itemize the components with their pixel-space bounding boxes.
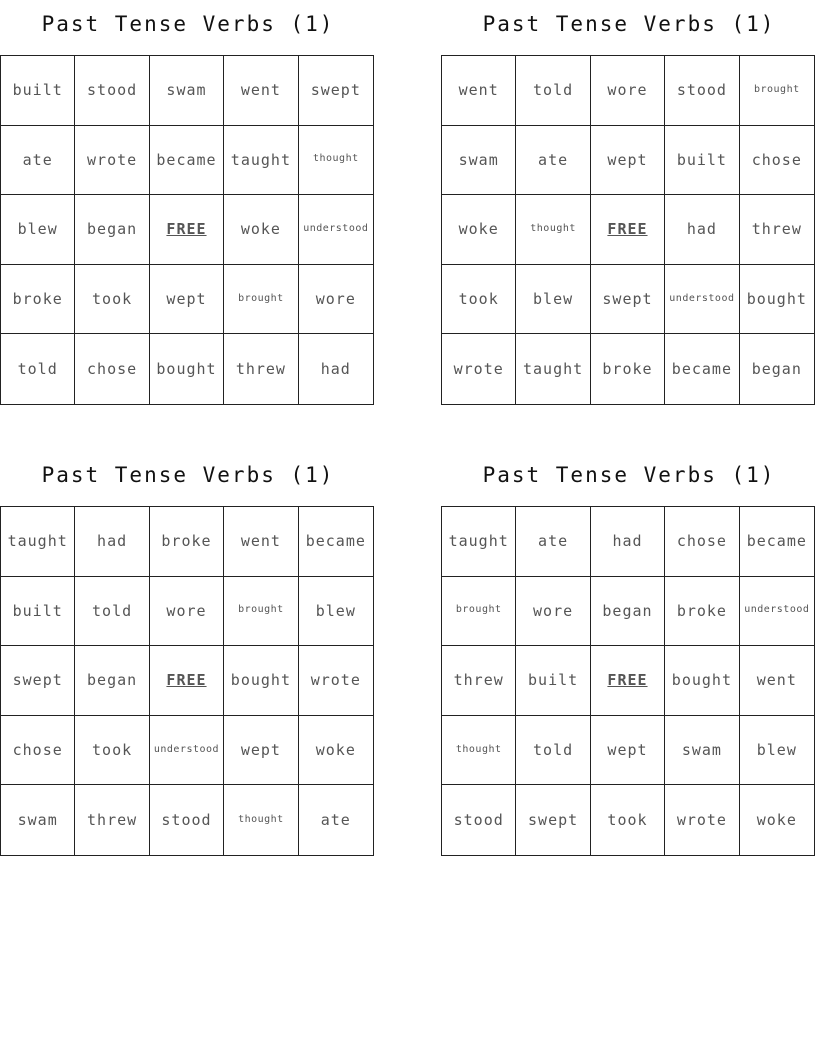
bingo-cell: became xyxy=(299,507,373,577)
bingo-cell: understood xyxy=(150,716,224,786)
bingo-cell: stood xyxy=(665,56,739,126)
bingo-cell: thought xyxy=(516,195,590,265)
bingo-cell: thought xyxy=(224,785,298,855)
free-space-cell: FREE xyxy=(591,195,665,265)
bingo-cell: wept xyxy=(150,265,224,335)
bingo-cell: taught xyxy=(442,507,516,577)
card-title: Past Tense Verbs (1) xyxy=(482,12,776,36)
bingo-cell: swept xyxy=(516,785,590,855)
bingo-cell: began xyxy=(591,577,665,647)
bingo-grid xyxy=(441,55,815,405)
bingo-cell: went xyxy=(224,507,298,577)
bingo-cell: went xyxy=(224,56,298,126)
bingo-cell: began xyxy=(751,360,802,379)
bingo-grid xyxy=(0,55,374,405)
bingo-cell: swam xyxy=(150,56,224,126)
bingo-cell: ate xyxy=(1,126,75,196)
bingo-cell: became xyxy=(740,507,814,577)
free-space-cell: FREE xyxy=(150,646,224,716)
bingo-cell: chose xyxy=(1,716,75,786)
bingo-cell: stood xyxy=(75,56,149,126)
bingo-cell: took xyxy=(75,716,149,786)
bingo-cell: wrote xyxy=(665,785,739,855)
bingo-cell: told xyxy=(1,334,75,404)
bingo-cell: swam xyxy=(665,716,739,786)
bingo-cell: wore xyxy=(591,56,665,126)
bingo-cell: understood xyxy=(740,577,814,647)
bingo-cell: swam xyxy=(442,126,516,196)
bingo-cell: threw xyxy=(442,646,516,716)
free-space-cell: FREE xyxy=(591,646,665,716)
bingo-cell: began xyxy=(75,646,149,716)
bingo-cell: wrote xyxy=(299,646,373,716)
bingo-cell: bought xyxy=(665,646,739,716)
bingo-cell: went xyxy=(442,56,516,126)
bingo-cell: brought xyxy=(224,577,298,647)
bingo-cell: bought xyxy=(224,646,298,716)
bingo-cell: swept xyxy=(1,646,75,716)
bingo-cell: thought xyxy=(299,126,373,196)
bingo-cell: brought xyxy=(740,56,814,126)
bingo-cell: taught xyxy=(516,334,590,404)
bingo-cell: swam xyxy=(1,785,75,855)
card-title: Past Tense Verbs (1) xyxy=(41,463,335,487)
bingo-cell: told xyxy=(516,56,590,126)
bingo-cell: broke xyxy=(591,334,665,404)
bingo-cell: brought xyxy=(442,577,516,647)
bingo-cell: took xyxy=(75,265,149,335)
bingo-cell: became xyxy=(665,334,739,404)
bingo-cell: ate xyxy=(320,811,351,830)
bingo-grid xyxy=(441,506,815,856)
bingo-cell: brought xyxy=(224,265,298,335)
bingo-cell: stood xyxy=(442,785,516,855)
bingo-cell: bought xyxy=(150,334,224,404)
bingo-cell: woke xyxy=(224,195,298,265)
bingo-cell: wore xyxy=(299,265,373,335)
bingo-cell: blew xyxy=(516,265,590,335)
bingo-cell: wept xyxy=(591,716,665,786)
bingo-cell: became xyxy=(150,126,224,196)
bingo-cell: broke xyxy=(1,265,75,335)
bingo-grid xyxy=(0,506,374,856)
bingo-cell: had xyxy=(75,507,149,577)
bingo-cell: went xyxy=(740,646,814,716)
bingo-cell: took xyxy=(442,265,516,335)
bingo-cell: told xyxy=(516,716,590,786)
bingo-cell: wrote xyxy=(75,126,149,196)
bingo-cell: wept xyxy=(224,716,298,786)
bingo-cell: threw xyxy=(224,334,298,404)
bingo-cell: took xyxy=(591,785,665,855)
bingo-cell: swept xyxy=(591,265,665,335)
bingo-cell: threw xyxy=(740,195,814,265)
bingo-cell: built xyxy=(516,646,590,716)
bingo-cell: wrote xyxy=(442,334,516,404)
bingo-cell: began xyxy=(75,195,149,265)
bingo-cell: had xyxy=(591,507,665,577)
free-space-cell: FREE xyxy=(150,195,224,265)
bingo-cell: chose xyxy=(665,507,739,577)
bingo-cell: understood xyxy=(665,265,739,335)
bingo-cell: ate xyxy=(516,126,590,196)
bingo-cell: swept xyxy=(299,56,373,126)
bingo-cell: woke xyxy=(442,195,516,265)
bingo-cell: understood xyxy=(299,195,373,265)
bingo-cell: built xyxy=(1,577,75,647)
bingo-cell: thought xyxy=(442,716,516,786)
bingo-cell: wept xyxy=(591,126,665,196)
bingo-cell: threw xyxy=(75,785,149,855)
bingo-cell: built xyxy=(1,56,75,126)
bingo-cell: blew xyxy=(740,716,814,786)
bingo-cell: built xyxy=(665,126,739,196)
bingo-cell: bought xyxy=(740,265,814,335)
bingo-cell: taught xyxy=(1,507,75,577)
bingo-cell: chose xyxy=(740,126,814,196)
bingo-cell: had xyxy=(665,195,739,265)
bingo-cell: wore xyxy=(150,577,224,647)
bingo-cell: ate xyxy=(516,507,590,577)
bingo-cell: blew xyxy=(1,195,75,265)
bingo-cell: had xyxy=(320,360,351,379)
card-title: Past Tense Verbs (1) xyxy=(41,12,335,36)
bingo-cell: stood xyxy=(150,785,224,855)
bingo-cell: blew xyxy=(299,577,373,647)
bingo-cell: chose xyxy=(75,334,149,404)
bingo-cell: woke xyxy=(299,716,373,786)
bingo-cell: taught xyxy=(224,126,298,196)
bingo-cell: wore xyxy=(516,577,590,647)
bingo-cell: woke xyxy=(756,811,797,830)
card-title: Past Tense Verbs (1) xyxy=(482,463,776,487)
bingo-cell: broke xyxy=(150,507,224,577)
bingo-cell: broke xyxy=(665,577,739,647)
bingo-cell: told xyxy=(75,577,149,647)
